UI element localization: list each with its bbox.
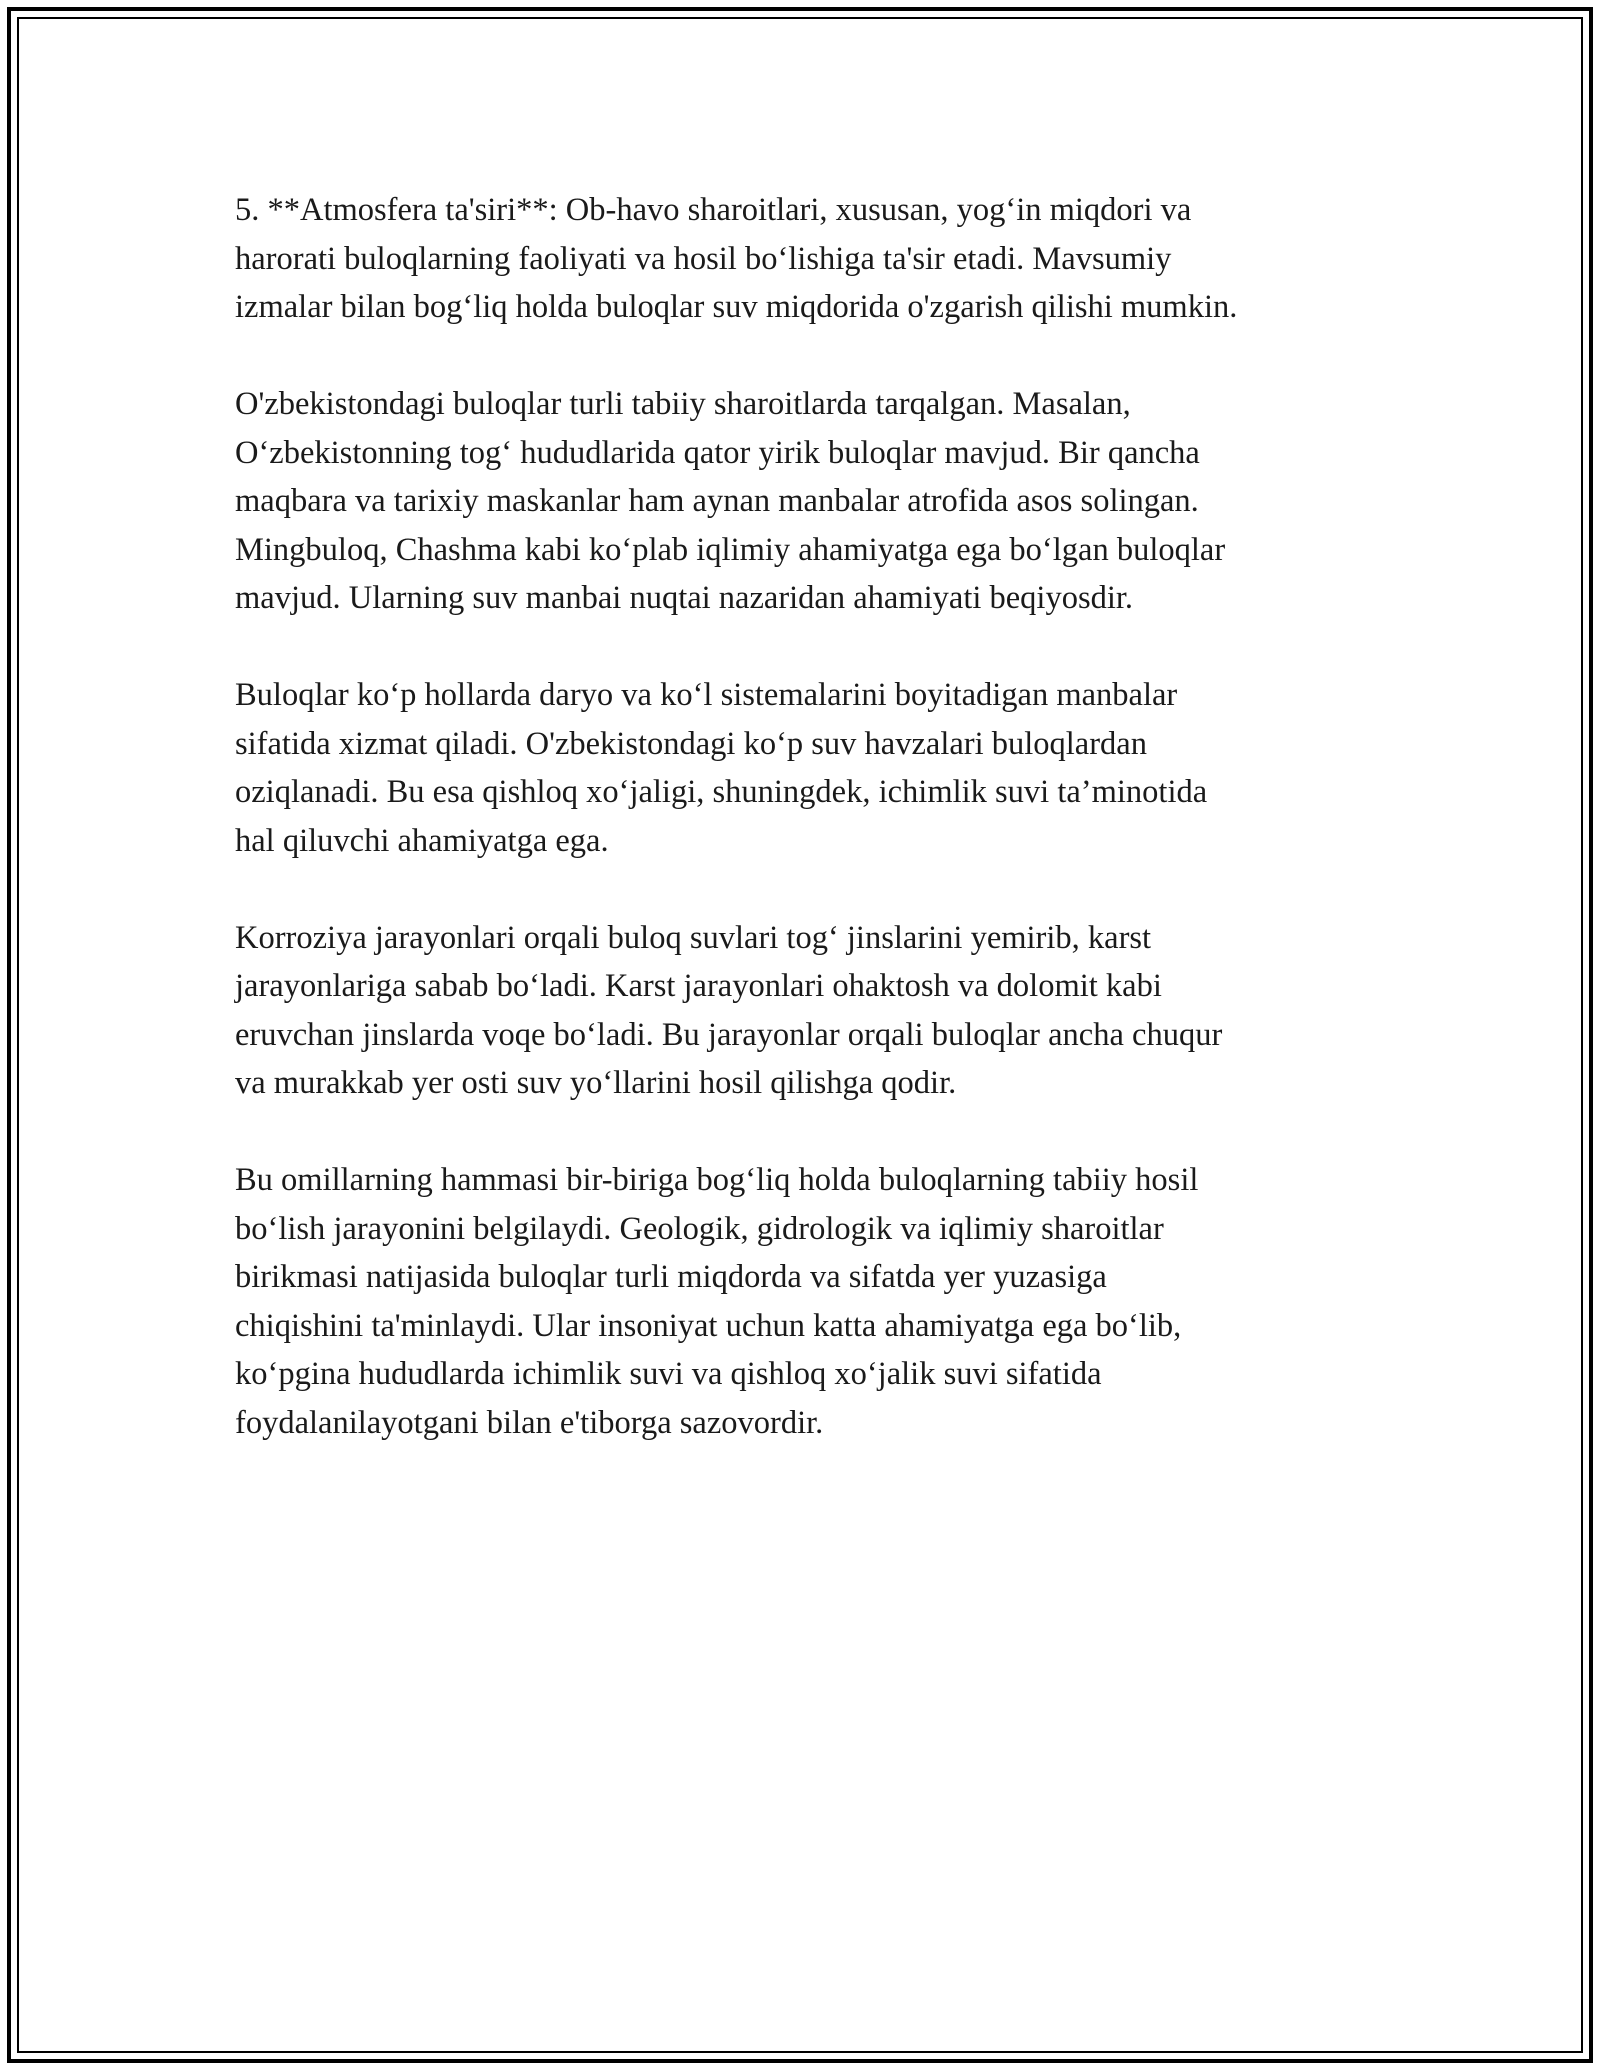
text-line: hal qiluvchi ahamiyatga ega.: [235, 822, 609, 859]
text-line: mavjud. Ularning suv manbai nuqtai nazaridan ahamiyati beqiyosdir.: [235, 580, 1134, 616]
paragraph-suv-havzalari: [235, 671, 1395, 865]
text-line: sifatida xizmat qiladi. O'zbekistondagi ko‘p suv havzalari buloqlardan: [235, 725, 1147, 762]
text-line: O'zbekistondagi buloqlar turli tabiiy sharoitlarda tarqalgan. Masalan,: [235, 386, 1131, 422]
text-line: Korroziya jarayonlari orqali buloq suvlari tog‘ jinslarini yemirib, karst: [235, 919, 1152, 956]
text-line: harorati buloqlarning faoliyati va hosil bo‘lishiga ta'sir etadi. Mavsumiy: [235, 240, 1172, 277]
paragraph-xulosa: [235, 1156, 1395, 1447]
text-line: maqbara va tarixiy maskanlar ham aynan manbalar atrofida asos solingan.: [235, 483, 1199, 519]
text-line: ko‘pgina hududlarda ichimlik suvi va qishloq xo‘jalik suvi sifatida: [235, 1356, 1102, 1392]
text-line: bo‘lish jarayonini belgilaydi. Geologik, gidrologik va iqlimiy sharoitlar: [235, 1210, 1164, 1247]
paragraph-atmosfera: [235, 186, 1395, 332]
text-line: va murakkab yer osti suv yo‘llarini hosil qilishga qodir.: [235, 1065, 957, 1101]
text-line: oziqlanadi. Bu esa qishloq xo‘jaligi, shuningdek, ichimlik suvi ta’minotida: [235, 774, 1208, 810]
text-line: O‘zbekistonning tog‘ hududlarida qator yirik buloqlar mavjud. Bir qancha: [235, 434, 1200, 471]
text-line: Mingbuloq, Chashma kabi ko‘plab iqlimiy ahamiyatga ega bo‘lgan buloqlar: [235, 531, 1226, 568]
paragraph-korroziya: [235, 914, 1395, 1108]
text-line: birikmasi natijasida buloqlar turli miqdorda va sifatda yer yuzasiga: [235, 1259, 1107, 1295]
text-line: 5. **Atmosfera ta'siri**: Ob-havo sharoitlari, xususan, yog‘in miqdori va: [235, 192, 1192, 228]
text-line: izmalar bilan bog‘liq holda buloqlar suv miqdorida o'zgarish qilishi mumkin.: [235, 289, 1238, 325]
text-line: eruvchan jinslarda voqe bo‘ladi. Bu jarayonlar orqali buloqlar ancha chuqur: [235, 1016, 1223, 1053]
paragraph-buloqlar-tarqalishi: [235, 380, 1395, 623]
text-line: Buloqlar ko‘p hollarda daryo va ko‘l sistemalarini boyitadigan manbalar: [235, 677, 1178, 713]
document-body: [235, 186, 1395, 1496]
text-line: chiqishini ta'minlaydi. Ular insoniyat uchun katta ahamiyatga ega bo‘lib,: [235, 1307, 1182, 1344]
text-line: Bu omillarning hammasi bir-biriga bog‘liq holda buloqlarning tabiiy hosil: [235, 1162, 1199, 1198]
text-line: foydalanilayotgani bilan e'tiborga sazovordir.: [235, 1404, 824, 1441]
text-line: jarayonlariga sabab bo‘ladi. Karst jarayonlari ohaktosh va dolomit kabi: [235, 968, 1162, 1004]
